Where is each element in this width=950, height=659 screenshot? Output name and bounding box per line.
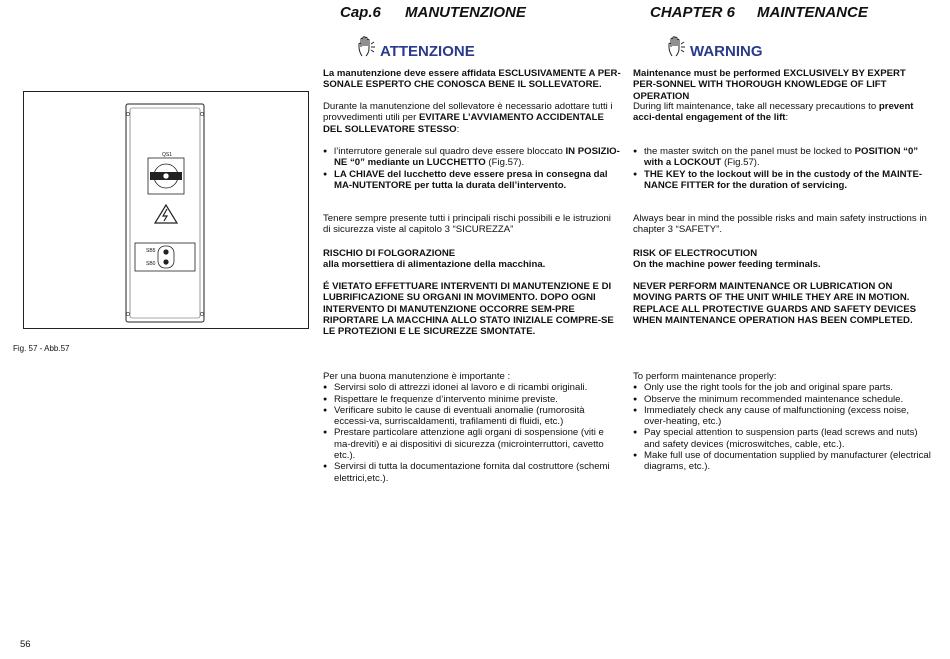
hand-warning-icon xyxy=(357,36,377,58)
control-panel-drawing xyxy=(24,92,308,328)
intro-text: La manutenzione deve essere affidata ESCLUSIVAMENTE A PER-SONALE ESPERTO CHE CONOSCA BENE IL SOLLEVATORE. xyxy=(323,68,621,91)
list-intro: Per una buona manutenzione è importante : xyxy=(323,371,511,382)
italian-risk xyxy=(323,248,621,271)
intro-text: Maintenance must be performed EXCLUSIVELY BY EXPERT PER-SONNEL WITH THOROUGH KNOWLEDGE OF LIFT OPERATION xyxy=(633,68,906,102)
precautions-end: : xyxy=(456,123,460,135)
english-maintenance-list xyxy=(633,371,931,473)
list-item: ● LA CHIAVE del lucchetto deve essere presa in consegna dal MA-NUTENTORE per tutta la durata dell’intervento. xyxy=(323,169,621,192)
caps-warning: É VIETATO EFFETTUARE INTERVENTI DI MANUTENZIONE E DI LUBRIFICAZIONE SU ORGANI IN MOVIMENTO. DOPO OGNI INTERVENTO DI MANUTENZIONE OCCORRE SEM-PRE RIPORTARE LA MACCHINA ALLO STATO INIZIALE COMPRE-SE LE PROTEZIONI E LE SICUREZZE SMONTATE. xyxy=(323,281,614,338)
risk-title: RISK OF ELECTROCUTION xyxy=(633,248,758,259)
precautions-paragraph xyxy=(323,101,621,135)
italian-precautions xyxy=(323,101,621,135)
list-item xyxy=(323,146,621,169)
list-item: ● Only use the right tools for the job and original spare parts. xyxy=(633,382,931,393)
risk-title: RISCHIO DI FOLGORAZIONE xyxy=(323,248,456,259)
safety-reference: Tenere sempre presente tutti i principali rischi possibili e le istruzioni di sicurezza viste al capitolo 3 “SICUREZZA” xyxy=(323,213,611,236)
italian-column xyxy=(323,68,621,91)
list-item: ● Pay special attention to suspension parts (lead screws and nuts) and safety devices (microswitches, cable, etc.). xyxy=(633,427,931,450)
warning-title-it: ATTENZIONE xyxy=(380,43,475,60)
italian-maintenance-list xyxy=(323,371,621,484)
precautions-emphasis: prevent acci-dental engagement of the lift xyxy=(633,101,914,124)
list-item: ● Observe the minimum recommended maintenance schedule. xyxy=(633,394,931,405)
list-item: ● Make full use of documentation supplied by manufacturer (electrical diagrams, etc.). xyxy=(633,450,931,473)
lockout-end: (Fig.57). xyxy=(485,157,525,169)
lockout-emphasis: POSITION “0” with a LOCKOUT xyxy=(644,146,919,169)
lockout-text: l’interrutore generale sul quadro deve essere bloccato xyxy=(334,146,566,157)
english-safety-ref xyxy=(633,213,931,236)
italian-safety-ref xyxy=(323,213,621,236)
precautions-text: During lift maintenance, take all necessary precautions to xyxy=(633,101,879,112)
caps-warning: NEVER PERFORM MAINTENANCE OR LUBRICATION ON MOVING PARTS OF THE UNIT WHILE THEY ARE IN MOTION. REPLACE ALL PROTECTIVE GUARDS AND SAFETY DEVICES WHEN MAINTENANCE OPERATION HAS BEEN COMPLETED. xyxy=(633,281,917,326)
precautions-end: : xyxy=(785,112,789,124)
italian-lockout-list xyxy=(323,146,621,191)
english-risk xyxy=(633,248,931,271)
list-item: ● Verificare subito le cause di eventuali anomalie (rumorosità eccessi-va, surriscaldamenti, trafilamenti di fluidi, etc.) xyxy=(323,405,621,428)
chapter-title-en: MAINTENANCE xyxy=(757,4,868,21)
list-item: ● Prestare particolare attenzione agli organi di sospensione (viti e ma-dreviti) e ai dispositivi di sicurezza (microinterruttori, cavetto etc.). xyxy=(323,427,621,461)
english-column xyxy=(633,68,931,102)
english-lockout-list xyxy=(633,146,931,191)
list-intro: To perform maintenance properly: xyxy=(633,371,777,382)
figure-57 xyxy=(23,91,309,329)
button-label-bottom: SB0 xyxy=(146,261,156,267)
list-item: ● Immediately check any cause of malfunctioning (excess noise, over-heating, etc.) xyxy=(633,405,931,428)
safety-reference: Always bear in mind the possible risks and main safety instructions in chapter 3 “SAFETY”. xyxy=(633,213,927,236)
precautions-emphasis: EVITARE L’AVVIAMENTO ACCIDENTALE DEL SOLLEVATORE STESSO xyxy=(323,112,604,135)
chapter-label-en: CHAPTER 6 xyxy=(650,4,736,21)
lockout-end: (Fig.57). xyxy=(721,157,760,169)
english-caps-warning xyxy=(633,281,931,326)
italian-caps-warning xyxy=(323,281,621,337)
list-item: ● THE KEY to the lockout will be in the custody of the MAINTE-NANCE FITTER for the duration of servicing. xyxy=(633,169,931,192)
risk-subtitle: alla morsettiera di alimentazione della macchina. xyxy=(323,259,546,271)
english-precautions xyxy=(633,101,931,124)
list-item xyxy=(633,146,931,169)
list-item: ● Servirsi solo di attrezzi idonei al lavoro e di ricambi originali. xyxy=(323,382,621,393)
switch-label: QS1 xyxy=(162,152,173,158)
list-item: ● Rispettare le frequenze d’intervento minime previste. xyxy=(323,394,621,405)
lockout-text: the master switch on the panel must be locked to xyxy=(644,146,855,157)
warning-title-en: WARNING xyxy=(690,43,763,60)
lockout-emphasis: IN POSIZIO-NE “0” mediante un LUCCHETTO xyxy=(334,146,620,169)
figure-caption: Fig. 57 - Abb.57 xyxy=(13,344,70,353)
list-item: ● Servirsi di tutta la documentazione fornita dal costruttore (schemi elettrici,etc.). xyxy=(323,461,621,484)
precautions-paragraph xyxy=(633,101,931,124)
hand-warning-icon xyxy=(667,36,687,58)
page-number: 56 xyxy=(20,639,31,650)
button-label-top: SB5 xyxy=(146,248,156,254)
chapter-title-it: MANUTENZIONE xyxy=(405,4,526,21)
precautions-text: Durante la manutenzione del sollevatore è necessario adottare tutti i provvedimenti utili per xyxy=(323,101,613,124)
chapter-label-it: Cap.6 xyxy=(340,4,381,21)
risk-subtitle: On the machine power feeding terminals. xyxy=(633,259,821,271)
